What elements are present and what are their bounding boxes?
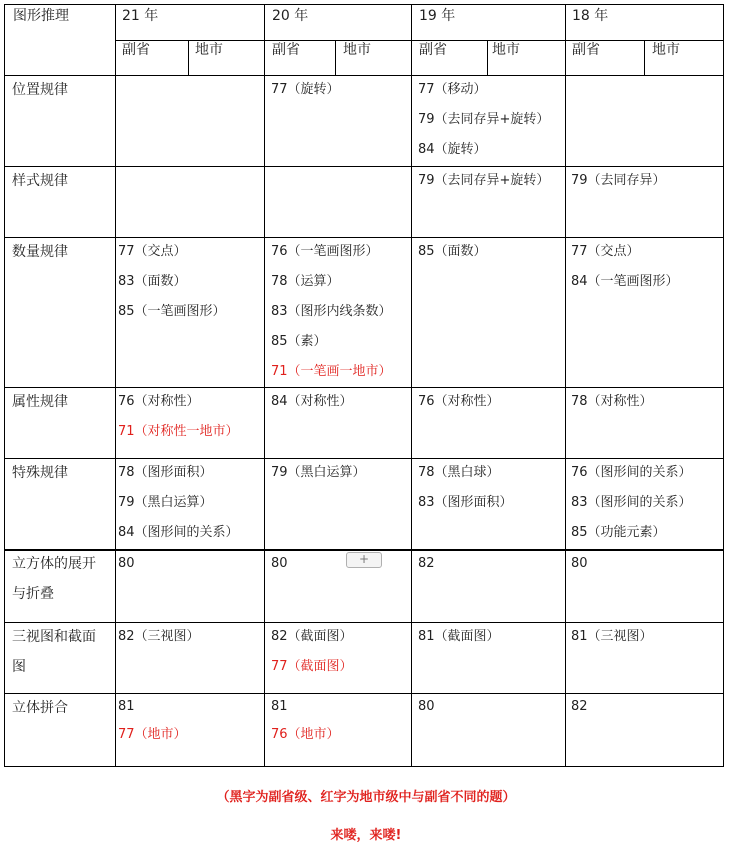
cell-entry: 77（移动） xyxy=(418,82,487,97)
row-category-line: 属性规律 xyxy=(12,394,68,410)
footer-note: 来喽，来喽! xyxy=(330,828,402,843)
cell-entry: 76（一笔画图形） xyxy=(271,244,379,259)
cell-entry: 85（面数） xyxy=(418,244,487,259)
cell-entry: 81（截面图） xyxy=(418,629,500,644)
table-cell xyxy=(271,549,288,579)
table-cell xyxy=(418,75,549,165)
table-cell xyxy=(271,387,353,417)
cell-entry: 76（对称性） xyxy=(118,394,200,409)
table-cell xyxy=(271,75,340,105)
grid-vline xyxy=(644,40,645,75)
cell-entry: 85（素） xyxy=(271,334,327,349)
cell-entry: 83（图形间的关系） xyxy=(571,495,692,510)
grid-vline xyxy=(565,4,566,767)
table-cell xyxy=(271,458,366,488)
cell-entry: 82 xyxy=(571,699,588,714)
header-year-19: 19 年 xyxy=(419,8,456,24)
cell-entry-dishi: 71（对称性一地市） xyxy=(118,424,239,439)
header-sub-dishi-19: 地市 xyxy=(492,42,520,58)
cell-entry: 78（运算） xyxy=(271,274,340,289)
cell-entry: 81 xyxy=(118,699,135,714)
table-cell xyxy=(118,387,239,447)
header-year-18: 18 年 xyxy=(572,8,609,24)
header-sub-dishi-21: 地市 xyxy=(195,42,223,58)
cell-entry: 78（对称性） xyxy=(571,394,653,409)
table-cell xyxy=(418,166,549,196)
cell-entry-dishi: 77（截面图） xyxy=(271,659,353,674)
header-sub-dishi-20: 地市 xyxy=(343,42,371,58)
header-year-20: 20 年 xyxy=(272,8,309,24)
table-cell xyxy=(571,458,692,548)
header-sub-fusheng-19: 副省 xyxy=(419,42,447,58)
header-sub-dishi-18: 地市 xyxy=(652,42,680,58)
cell-entry: 80 xyxy=(118,556,135,571)
header-year-21: 21 年 xyxy=(122,8,159,24)
cell-entry-dishi: 77（地市） xyxy=(118,727,187,742)
row-category-line: 特殊规律 xyxy=(12,465,68,481)
grid-vline xyxy=(264,4,265,767)
table-cell xyxy=(571,549,588,579)
cell-entry: 76（对称性） xyxy=(418,394,500,409)
grid-vline xyxy=(723,4,724,767)
table-cell xyxy=(418,458,513,518)
table-cell xyxy=(418,387,500,417)
table-cell xyxy=(571,237,679,297)
header-corner: 图形推理 xyxy=(13,8,69,24)
grid-hline xyxy=(4,693,724,694)
header-sub-fusheng-21: 副省 xyxy=(122,42,150,58)
table-cell xyxy=(571,622,653,652)
table-cell xyxy=(571,693,588,721)
table-cell xyxy=(418,237,487,267)
cell-entry: 84（图形间的关系） xyxy=(118,525,239,540)
row-category xyxy=(12,693,68,723)
cell-entry: 76（图形间的关系） xyxy=(571,465,692,480)
grid-vline xyxy=(487,40,488,75)
row-category xyxy=(12,387,68,417)
cell-entry: 80 xyxy=(571,556,588,571)
table-cell xyxy=(571,387,653,417)
cell-entry: 77（交点） xyxy=(571,244,640,259)
row-category-line: 立方体的展开 xyxy=(12,556,96,572)
row-category xyxy=(12,237,68,267)
table-cell xyxy=(118,237,226,327)
table-cell xyxy=(418,693,435,721)
grid-vline xyxy=(115,4,116,767)
row-category xyxy=(12,549,96,609)
cell-entry: 85（功能元素） xyxy=(571,525,666,540)
header-sub-fusheng-20: 副省 xyxy=(272,42,300,58)
cell-entry: 77（交点） xyxy=(118,244,187,259)
row-category-line: 数量规律 xyxy=(12,244,68,260)
cell-entry: 81 xyxy=(271,699,288,714)
table-cell xyxy=(418,549,435,579)
cell-entry: 82 xyxy=(418,556,435,571)
table-cell xyxy=(571,166,666,196)
cell-entry: 78（黑白球） xyxy=(418,465,500,480)
cell-entry: 85（一笔画图形） xyxy=(118,304,226,319)
grid-hline xyxy=(4,550,724,551)
row-category-line: 立体拼合 xyxy=(12,700,68,716)
table-cell xyxy=(271,622,353,682)
cell-entry: 78（图形面积） xyxy=(118,465,213,480)
cell-entry: 79（去同存异） xyxy=(571,173,666,188)
row-category-line: 图 xyxy=(12,659,26,675)
cell-entry: 83（图形面积） xyxy=(418,495,513,510)
grid-vline xyxy=(411,4,412,767)
cell-entry-dishi: 71（一笔画一地市） xyxy=(271,364,392,379)
cell-entry: 77（旋转） xyxy=(271,82,340,97)
cell-entry: 82（三视图） xyxy=(118,629,200,644)
grid-vline xyxy=(335,40,336,75)
cell-entry: 79（去同存异+旋转） xyxy=(418,112,550,127)
row-category-line: 三视图和截面 xyxy=(12,629,96,645)
grid-hline xyxy=(4,4,724,5)
grid-hline xyxy=(4,766,724,767)
cell-entry: 79（黑白运算） xyxy=(118,495,213,510)
cell-entry: 81（三视图） xyxy=(571,629,653,644)
grid-vline xyxy=(4,4,5,767)
add-row-button[interactable]: + xyxy=(346,552,382,568)
row-category xyxy=(12,166,68,196)
cell-entry: 80 xyxy=(418,699,435,714)
cell-entry-dishi: 76（地市） xyxy=(271,727,340,742)
row-category-line: 与折叠 xyxy=(12,586,54,602)
table-cell xyxy=(418,622,500,652)
grid-vline xyxy=(188,40,189,75)
table-cell xyxy=(118,549,135,579)
cell-entry: 79（去同存异+旋转） xyxy=(418,173,550,188)
header-sub-fusheng-18: 副省 xyxy=(572,42,600,58)
grid-hline xyxy=(4,75,724,76)
cell-entry: 80 xyxy=(271,556,288,571)
row-category-line: 位置规律 xyxy=(12,82,68,98)
row-category-line: 样式规律 xyxy=(12,173,68,189)
table-cell xyxy=(271,693,340,749)
cell-entry: 83（面数） xyxy=(118,274,187,289)
cell-entry: 83（图形内线条数） xyxy=(271,304,392,319)
table-cell xyxy=(118,622,200,652)
grid-hline xyxy=(115,40,724,41)
cell-entry: 84（一笔画图形） xyxy=(571,274,679,289)
table-cell xyxy=(118,693,187,749)
row-category xyxy=(12,458,68,488)
cell-entry: 82（截面图） xyxy=(271,629,353,644)
legend-note: （黑字为副省级、红字为地市级中与副省不同的题） xyxy=(216,790,516,805)
cell-entry: 79（黑白运算） xyxy=(271,465,366,480)
table-cell xyxy=(271,237,392,387)
cell-entry: 84（对称性） xyxy=(271,394,353,409)
table-cell xyxy=(118,458,239,548)
cell-entry: 84（旋转） xyxy=(418,142,487,157)
row-category xyxy=(12,75,68,105)
row-category xyxy=(12,622,96,682)
